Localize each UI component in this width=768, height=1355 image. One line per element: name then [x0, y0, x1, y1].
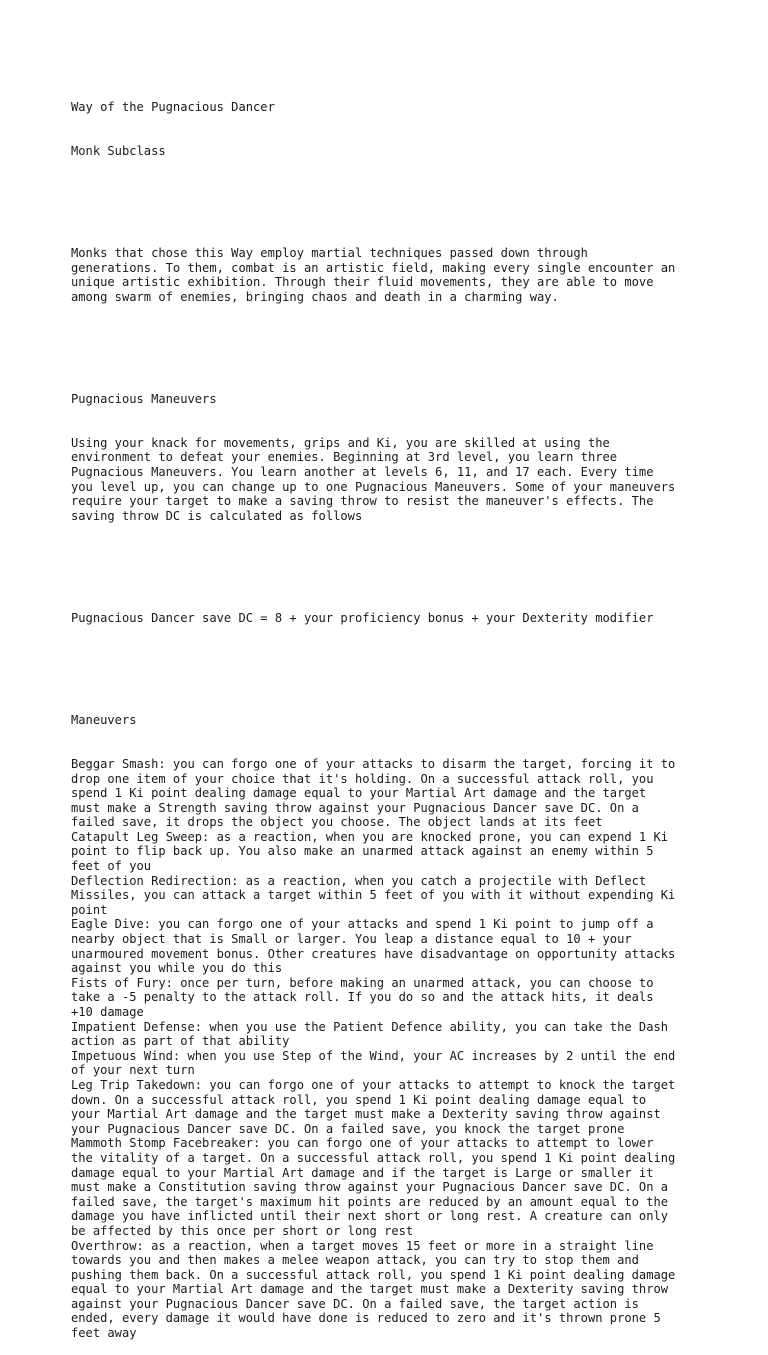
maneuver-line: Fists of Fury: once per turn, before making an unarmed attack, you can choose to [71, 975, 654, 990]
intro-line: among swarm of enemies, bringing chaos and death in a charming way. [71, 289, 559, 304]
maneuvers-list [71, 757, 711, 1341]
rules-line: saving throw DC is calculated as follows [71, 508, 363, 523]
maneuver-line: failed save, it drops the object you choose. The object lands at its feet [71, 815, 603, 830]
maneuver-line: damage you have inflicted until their next short or long rest. A creature can only [71, 1209, 669, 1224]
maneuver-line: your Martial Art damage and the target must make a Dexterity saving throw against [71, 1107, 661, 1122]
maneuver-line: damage equal to your Martial Art damage and if the target is Large or smaller it [71, 1165, 654, 1180]
spacer [71, 655, 711, 670]
document-subtitle: Monk Subclass [71, 143, 166, 158]
maneuver-line: Mammoth Stomp Facebreaker: you can forgo one of your attacks to attempt to lower [71, 1136, 654, 1151]
maneuver-line: spend 1 Ki point dealing damage equal to your Martial Art damage and the target [71, 786, 647, 801]
maneuvers-rules-paragraph [71, 436, 711, 524]
document-page [71, 71, 711, 1355]
maneuver-line: equal to your Martial Art damage and the target must make a Dexterity saving throw [71, 1282, 669, 1297]
section-heading-pugnacious-maneuvers: Pugnacious Maneuvers [71, 392, 217, 407]
maneuver-line: Catapult Leg Sweep: as a reaction, when you are knocked prone, you can expend 1 Ki [71, 829, 669, 844]
maneuver-line: failed save, the target's maximum hit points are reduced by an amount equal to the [71, 1194, 669, 1209]
maneuver-line: the vitality of a target. On a successful attack roll, you spend 1 Ki point dealing [71, 1150, 676, 1165]
maneuver-line: be affected by this once per short or long rest [71, 1223, 414, 1238]
maneuver-line: Deflection Redirection: as a reaction, when you catch a projectile with Deflect [71, 873, 647, 888]
maneuver-line: must make a Strength saving throw against your Pugnacious Dancer save DC. On a [71, 800, 639, 815]
spacer [71, 188, 711, 203]
maneuver-line: Beggar Smash: you can forgo one of your attacks to disarm the target, forcing it to [71, 756, 676, 771]
maneuver-line: feet of you [71, 859, 152, 874]
rules-line: you level up, you can change up to one Pugnacious Maneuvers. Some of your maneuvers [71, 479, 676, 494]
intro-line: generations. To them, combat is an artistic field, making every single encounter an [71, 260, 676, 275]
spacer [71, 334, 711, 349]
spacer [71, 553, 711, 568]
maneuver-line: +10 damage [71, 1005, 144, 1019]
document-title: Way of the Pugnacious Dancer [71, 100, 275, 115]
maneuver-line: Missiles, you can attack a target within 5 feet of you with it without expending Ki [71, 888, 676, 903]
maneuver-line: point to flip back up. You also make an unarmed attack against an enemy within 5 [71, 844, 654, 859]
maneuver-line: action as part of that ability [71, 1034, 290, 1049]
maneuver-line: of your next turn [71, 1063, 195, 1078]
rules-line: environment to defeat your enemies. Beginning at 3rd level, you learn three [71, 450, 618, 465]
maneuver-line: must make a Constitution saving throw against your Pugnacious Dancer save DC. On a [71, 1180, 669, 1195]
rules-line: require your target to make a saving throw to resist the maneuver's effects. The [71, 494, 654, 509]
maneuver-line: ended, every damage it would have done is reduced to zero and it's thrown prone 5 [71, 1311, 661, 1326]
save-dc-formula: Pugnacious Dancer save DC = 8 + your proficiency bonus + your Dexterity modifier [71, 610, 654, 625]
maneuver-line: Leg Trip Takedown: you can forgo one of your attacks to attempt to knock the target [71, 1077, 676, 1092]
maneuver-line: against you while you do this [71, 961, 283, 976]
intro-line: Monks that chose this Way employ martial techniques passed down through [71, 246, 588, 261]
maneuver-line: nearby object that is Small or larger. You leap a distance equal to 10 + your [71, 932, 632, 947]
rules-line: Pugnacious Maneuvers. You learn another at levels 6, 11, and 17 each. Every time [71, 465, 654, 480]
rules-line: Using your knack for movements, grips and Ki, you are skilled at using the [71, 435, 610, 450]
maneuver-line: Impatient Defense: when you use the Patient Defence ability, you can take the Dash [71, 1019, 669, 1034]
maneuver-line: Overthrow: as a reaction, when a target moves 15 feet or more in a straight line [71, 1238, 654, 1253]
maneuver-line: against your Pugnacious Dancer save DC. On a failed save, the target action is [71, 1296, 639, 1311]
maneuver-line: Eagle Dive: you can forgo one of your attacks and spend 1 Ki point to jump off a [71, 917, 654, 932]
maneuver-line: take a -5 penalty to the attack roll. If you do so and the attack hits, it deals [71, 990, 654, 1005]
maneuver-line: down. On a successful attack roll, you spend 1 Ki point dealing damage equal to [71, 1092, 647, 1107]
intro-line: unique artistic exhibition. Through their fluid movements, they are able to move [71, 275, 654, 290]
maneuver-line: unarmoured movement bonus. Other creatures have disadvantage on opportunity attacks [71, 946, 676, 961]
maneuver-line: drop one item of your choice that it's holding. On a successful attack roll, you [71, 771, 654, 786]
maneuver-line: towards you and then makes a melee weapon attack, you can try to stop them and [71, 1253, 639, 1268]
maneuver-line: feet away [71, 1326, 137, 1341]
intro-paragraph [71, 246, 711, 304]
maneuver-line: your Pugnacious Dancer save DC. On a failed save, you knock the target prone [71, 1121, 625, 1136]
maneuver-line: Impetuous Wind: when you use Step of the Wind, your AC increases by 2 until the end [71, 1048, 676, 1063]
section-heading-maneuvers: Maneuvers [71, 713, 137, 728]
maneuver-line: point [71, 902, 108, 917]
maneuver-line: pushing them back. On a successful attack roll, you spend 1 Ki point dealing damage [71, 1267, 676, 1282]
